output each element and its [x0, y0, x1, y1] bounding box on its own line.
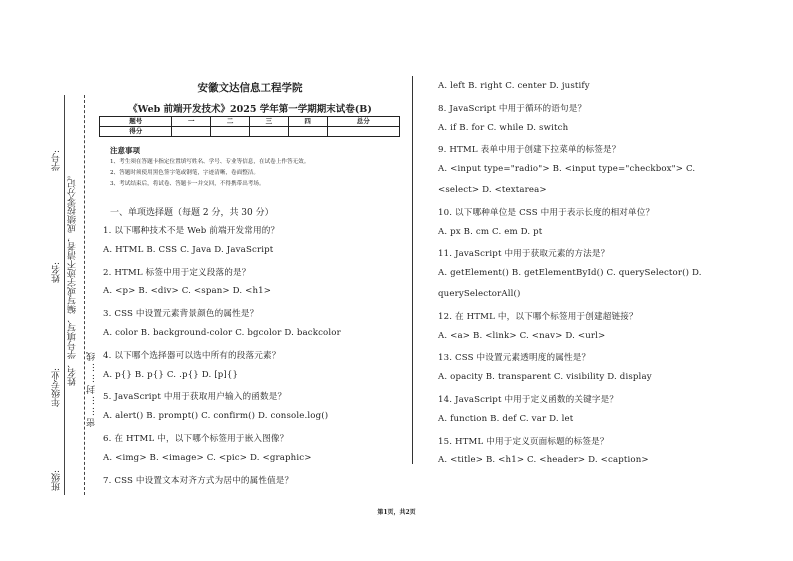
section-heading: 一、单项选择题（每题 2 分，共 30 分） [110, 208, 274, 218]
score-cell: 得分 [100, 127, 172, 137]
question-line: 15. HTML 中用于定义页面标题的标签是？ [438, 437, 609, 447]
options-line: <select> D. <textarea> [438, 185, 547, 195]
score-cell [172, 127, 211, 137]
question-line: 8. JavaScript 中用于循环的语句是？ [438, 104, 587, 114]
options-line: A. getElement() B. getElementById() C. querySelector() D. [438, 268, 702, 278]
notes-title: 注意事项 [110, 146, 140, 155]
binding-solid-line [64, 95, 65, 495]
exam-title: 《Web 前端开发技术》2025 学年第一学期期末试卷(B) [128, 104, 372, 115]
question-line: 6. 在 HTML 中，以下哪个标签用于嵌入图像？ [103, 434, 289, 444]
score-cell: 二 [211, 117, 250, 127]
options-line: A. <a> B. <link> C. <nav> D. <url> [438, 331, 606, 341]
question-line: 9. HTML 表单中用于创建下拉菜单的标签是？ [438, 145, 621, 155]
question-line: 3. CSS 中设置元素背景颜色的属性是？ [103, 309, 259, 319]
binding-instructions: 姓名、学号填写、编写或字迹不清者，成绩按零分记。 [68, 170, 78, 386]
score-table-header-row [100, 117, 400, 127]
score-cell: 四 [288, 117, 327, 127]
question-line: 4. 以下哪个选择器可以选中所有的段落元素？ [103, 351, 281, 361]
question-line: 11. JavaScript 中用于获取元素的方法是？ [438, 249, 610, 259]
options-line: A. function B. def C. var D. let [438, 414, 574, 424]
question-line: 2. HTML 标签中用于定义段落的是？ [103, 268, 251, 278]
note-item: 2、答题时须使用黑色签字笔或钢笔，字迹清晰，卷面整洁。 [110, 170, 259, 176]
grade-major-label: 年级专业: [52, 368, 62, 408]
options-line: A. opacity B. transparent C. visibility D. display [438, 372, 652, 382]
options-line: A. <title> B. <h1> C. <header> D. <caption> [438, 455, 649, 465]
name-label: 姓名: [52, 262, 62, 284]
score-cell [211, 127, 250, 137]
question-line: 1. 以下哪种技术不是 Web 前端开发常用的？ [103, 226, 280, 236]
score-cell [327, 127, 399, 137]
note-item: 1、考生须在答题卡指定位置填写姓名、学号、专业等信息，在试卷上作答无效。 [110, 159, 310, 165]
score-cell [249, 127, 288, 137]
binding-dashed-line [84, 95, 85, 495]
seal-line-label: 密……封……线 [87, 350, 97, 427]
note-item: 3、考试结束后，将试卷、答题卡一并交回，不得携带出考场。 [110, 181, 265, 187]
question-line: 12. 在 HTML 中，以下哪个标签用于创建超链接？ [438, 312, 638, 322]
score-cell: 总分 [327, 117, 399, 127]
class-label: 班级: [52, 470, 62, 492]
options-line: A. <img> B. <image> C. <pic> D. <graphic> [103, 453, 312, 463]
options-line: A. left B. right C. center D. justify [438, 81, 590, 91]
options-line: A. color B. background-color C. bgcolor D. backcolor [103, 328, 341, 338]
question-line: 7. CSS 中设置文本对齐方式为居中的属性值是？ [103, 476, 294, 486]
score-table [99, 116, 400, 137]
options-line: A. alert() B. prompt() C. confirm() D. console.log() [103, 411, 329, 421]
options-line: A. if B. for C. while D. switch [438, 123, 569, 133]
score-cell: 题号 [100, 117, 172, 127]
options-line: A. <p> B. <div> C. <span> D. <h1> [103, 286, 272, 296]
options-line: querySelectorAll() [438, 289, 521, 299]
options-line: A. p{} B. p{} C. .p{} D. [p]{} [103, 370, 239, 380]
options-line: A. HTML B. CSS C. Java D. JavaScript [103, 245, 274, 255]
score-cell: 一 [172, 117, 211, 127]
page-number: 第1页，共2页 [377, 509, 416, 516]
score-table-score-row [100, 127, 400, 137]
question-line: 5. JavaScript 中用于获取用户输入的函数是？ [103, 392, 287, 402]
school-name: 安徽文达信息工程学院 [197, 82, 303, 94]
student-id-label: 学号: [52, 150, 62, 172]
score-cell [288, 127, 327, 137]
column-divider [412, 76, 413, 464]
options-line: A. <input type="radio"> B. <input type="checkbox"> C. [438, 164, 696, 174]
score-cell: 三 [249, 117, 288, 127]
question-line: 13. CSS 中设置元素透明度的属性是？ [438, 353, 591, 363]
options-line: A. px B. cm C. em D. pt [438, 227, 543, 237]
question-line: 14. JavaScript 中用于定义函数的关键字是？ [438, 395, 619, 405]
question-line: 10. 以下哪种单位是 CSS 中用于表示长度的相对单位？ [438, 208, 655, 218]
